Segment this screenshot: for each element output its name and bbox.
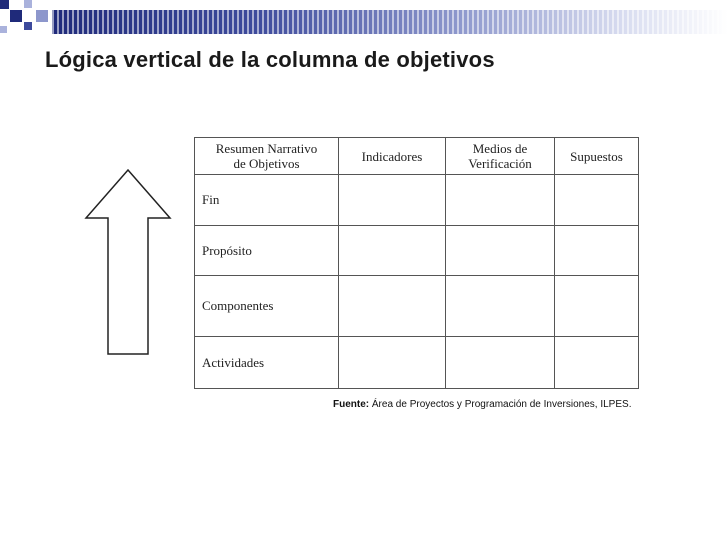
table-cell bbox=[446, 226, 555, 276]
table-row bbox=[195, 337, 639, 389]
matrix-header-cell bbox=[195, 138, 339, 175]
source-caption bbox=[333, 399, 631, 410]
header-verification: Medios de Verificación bbox=[468, 141, 532, 171]
table-cell bbox=[446, 276, 555, 337]
banner-stripes bbox=[52, 10, 728, 34]
row-label-componentes: Componentes bbox=[195, 276, 339, 337]
table-cell bbox=[339, 276, 446, 337]
decorative-banner bbox=[0, 0, 728, 38]
logical-framework-matrix bbox=[194, 137, 639, 389]
header-assumptions: Supuestos bbox=[570, 148, 623, 164]
row-label-actividades: Actividades bbox=[195, 337, 339, 389]
table-row bbox=[195, 226, 639, 276]
table-row bbox=[195, 276, 639, 337]
table-cell bbox=[339, 337, 446, 389]
header-narrative: Resumen Narrativo de Objetivos bbox=[215, 141, 318, 171]
table-cell bbox=[339, 226, 446, 276]
matrix-header-cell bbox=[446, 138, 555, 175]
table-cell bbox=[339, 175, 446, 226]
matrix-header-cell bbox=[339, 138, 446, 175]
matrix-header-cell bbox=[555, 138, 639, 175]
banner-square-icon bbox=[10, 10, 22, 22]
row-label-proposito: Propósito bbox=[195, 226, 339, 276]
table-cell bbox=[555, 276, 639, 337]
banner-square-icon bbox=[36, 10, 48, 22]
table-cell bbox=[555, 226, 639, 276]
banner-square-icon bbox=[0, 26, 7, 33]
matrix-header-row bbox=[195, 138, 639, 175]
banner-square-icon bbox=[24, 22, 32, 30]
slide-title: Lógica vertical de la columna de objetivos bbox=[45, 47, 495, 72]
up-arrow-icon bbox=[84, 168, 174, 356]
header-indicators: Indicadores bbox=[361, 148, 423, 164]
banner-square-icon bbox=[24, 0, 32, 8]
table-cell bbox=[555, 337, 639, 389]
table-cell bbox=[446, 337, 555, 389]
table-row bbox=[195, 175, 639, 226]
table-cell bbox=[555, 175, 639, 226]
source-text: Área de Proyectos y Programación de Inversiones, ILPES. bbox=[371, 399, 632, 410]
source-prefix: Fuente: bbox=[333, 399, 370, 410]
banner-square-icon bbox=[0, 0, 9, 9]
row-label-fin: Fin bbox=[195, 175, 339, 226]
table-cell bbox=[446, 175, 555, 226]
